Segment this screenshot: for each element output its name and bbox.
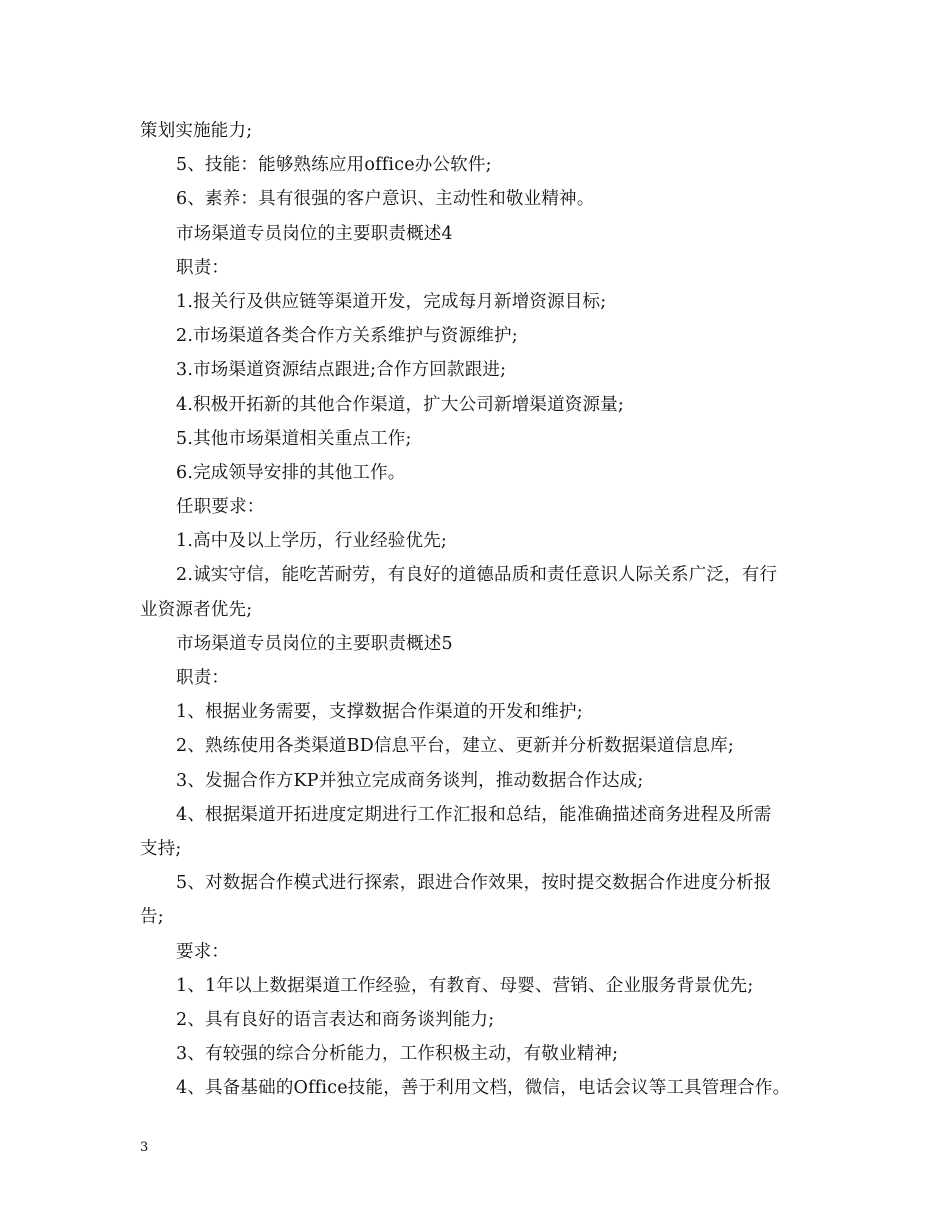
text-line: 2.诚实守信，能吃苦耐劳，有良好的道德品质和责任意识人际关系广泛，有行 xyxy=(176,565,778,586)
text-line: 职责： xyxy=(176,257,230,278)
text-line: 支持; xyxy=(140,838,182,859)
text-line: 1.报关行及供应链等渠道开发，完成每月新增资源目标; xyxy=(176,291,607,312)
text-line: 2、具有良好的语言表达和商务谈判能力; xyxy=(176,1009,495,1030)
text-line: 2、熟练使用各类渠道BD信息平台，建立、更新并分析数据渠道信息库; xyxy=(176,736,735,757)
text-line: 1、1年以上数据渠道工作经验，有教育、母婴、营销、企业服务背景优先; xyxy=(176,975,754,996)
document-body xyxy=(140,114,820,1105)
text-line: 职责： xyxy=(176,668,230,688)
text-line: 1.高中及以上学历，行业经验优先; xyxy=(176,531,447,552)
text-line: 3.市场渠道资源结点跟进;合作方回款跟进; xyxy=(176,360,507,381)
text-line: 5、对数据合作模式进行探索，跟进合作效果，按时提交数据合作进度分析报 xyxy=(176,873,772,894)
text-line: 5.其他市场渠道相关重点工作; xyxy=(176,428,412,449)
text-line: 2.市场渠道各类合作方关系维护与资源维护; xyxy=(176,326,518,347)
text-line: 6、素养：具有很强的客户意识、主动性和敬业精神。 xyxy=(176,189,595,210)
text-line: 要求： xyxy=(176,941,230,962)
text-line: 告; xyxy=(140,907,164,928)
text-line: 市场渠道专员岗位的主要职责概述5 xyxy=(176,633,453,654)
page-number: 3 xyxy=(140,1140,149,1155)
text-line: 4、具备基础的Office技能，善于利用文档，微信，电话会议等工具管理合作。 xyxy=(176,1078,791,1099)
text-line: 4.积极开拓新的其他合作渠道，扩大公司新增渠道资源量; xyxy=(176,394,624,415)
text-line: 6.完成领导安排的其他工作。 xyxy=(176,462,406,483)
text-line: 5、技能：能够熟练应用office办公软件; xyxy=(176,155,492,176)
text-line: 任职要求： xyxy=(176,497,265,518)
text-line: 市场渠道专员岗位的主要职责概述4 xyxy=(176,223,453,244)
text-line: 4、根据渠道开拓进度定期进行工作汇报和总结，能准确描述商务进程及所需 xyxy=(176,804,772,825)
text-line: 3、发掘合作方KP并独立完成商务谈判，推动数据合作达成; xyxy=(176,770,644,791)
text-line: 1、根据业务需要，支撑数据合作渠道的开发和维护; xyxy=(176,702,583,723)
text-line: 业资源者优先; xyxy=(140,599,253,620)
text-line: 策划实施能力; xyxy=(140,121,253,141)
text-line: 3、有较强的综合分析能力，工作积极主动，有敬业精神; xyxy=(176,1044,619,1065)
